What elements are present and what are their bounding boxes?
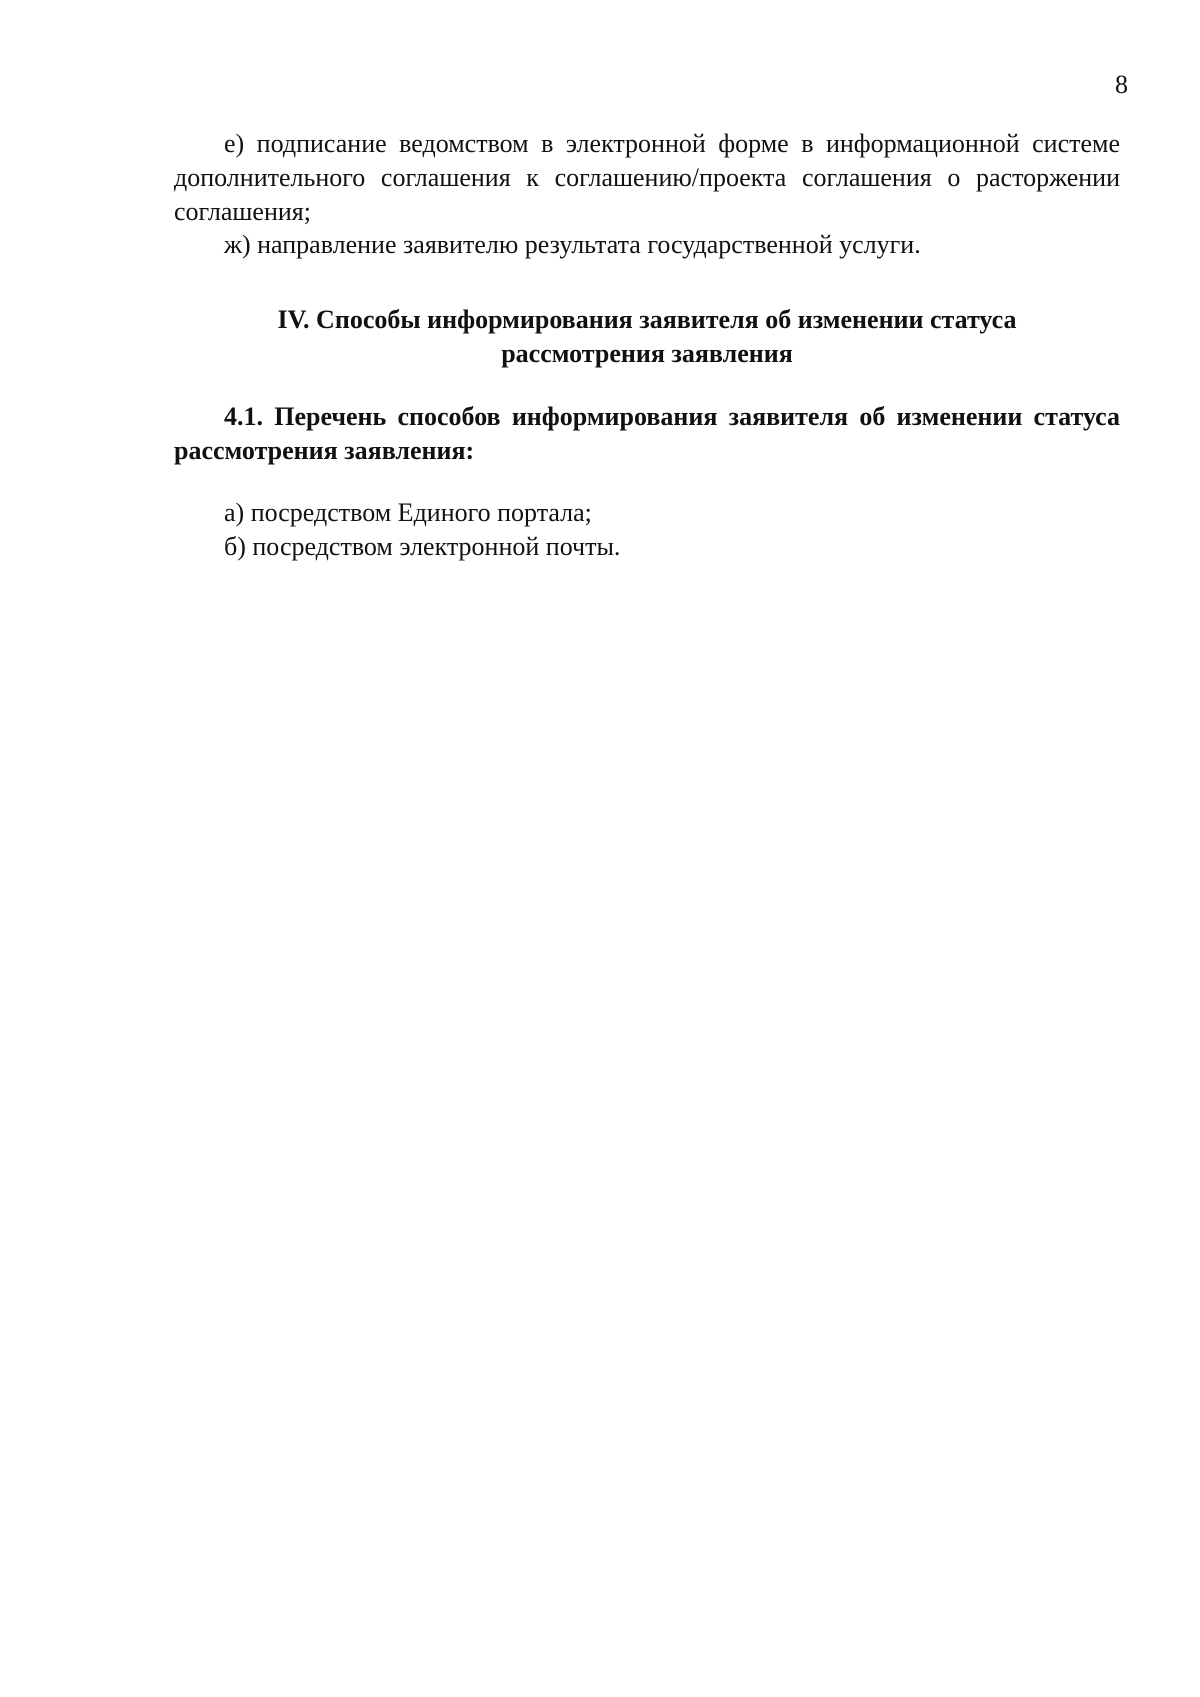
paragraph-item-e: е) подписание ведомством в электронной форме в информационной системе дополнительного соглашения к соглашению/проекта соглашения о расторжении соглашения;: [174, 129, 1120, 226]
list-item: а) посредством Единого портала;: [224, 498, 592, 527]
section-heading-line-2: рассмотрения заявления: [501, 339, 793, 368]
page-number: 8: [1115, 70, 1128, 99]
notification-methods-list: [174, 496, 1120, 564]
paragraph-item-zh: ж) направление заявителю результата государственной услуги.: [224, 230, 921, 259]
section-heading-line-1: IV. Способы информирования заявителя об изменении статуса: [277, 305, 1017, 334]
subsection-heading-text: 4.1. Перечень способов информирования заявителя об изменении статуса рассмотрения заявления:: [174, 402, 1120, 465]
list-item: б) посредством электронной почты.: [224, 532, 621, 561]
section-heading: [174, 303, 1120, 371]
subsection-heading: [174, 400, 1120, 468]
